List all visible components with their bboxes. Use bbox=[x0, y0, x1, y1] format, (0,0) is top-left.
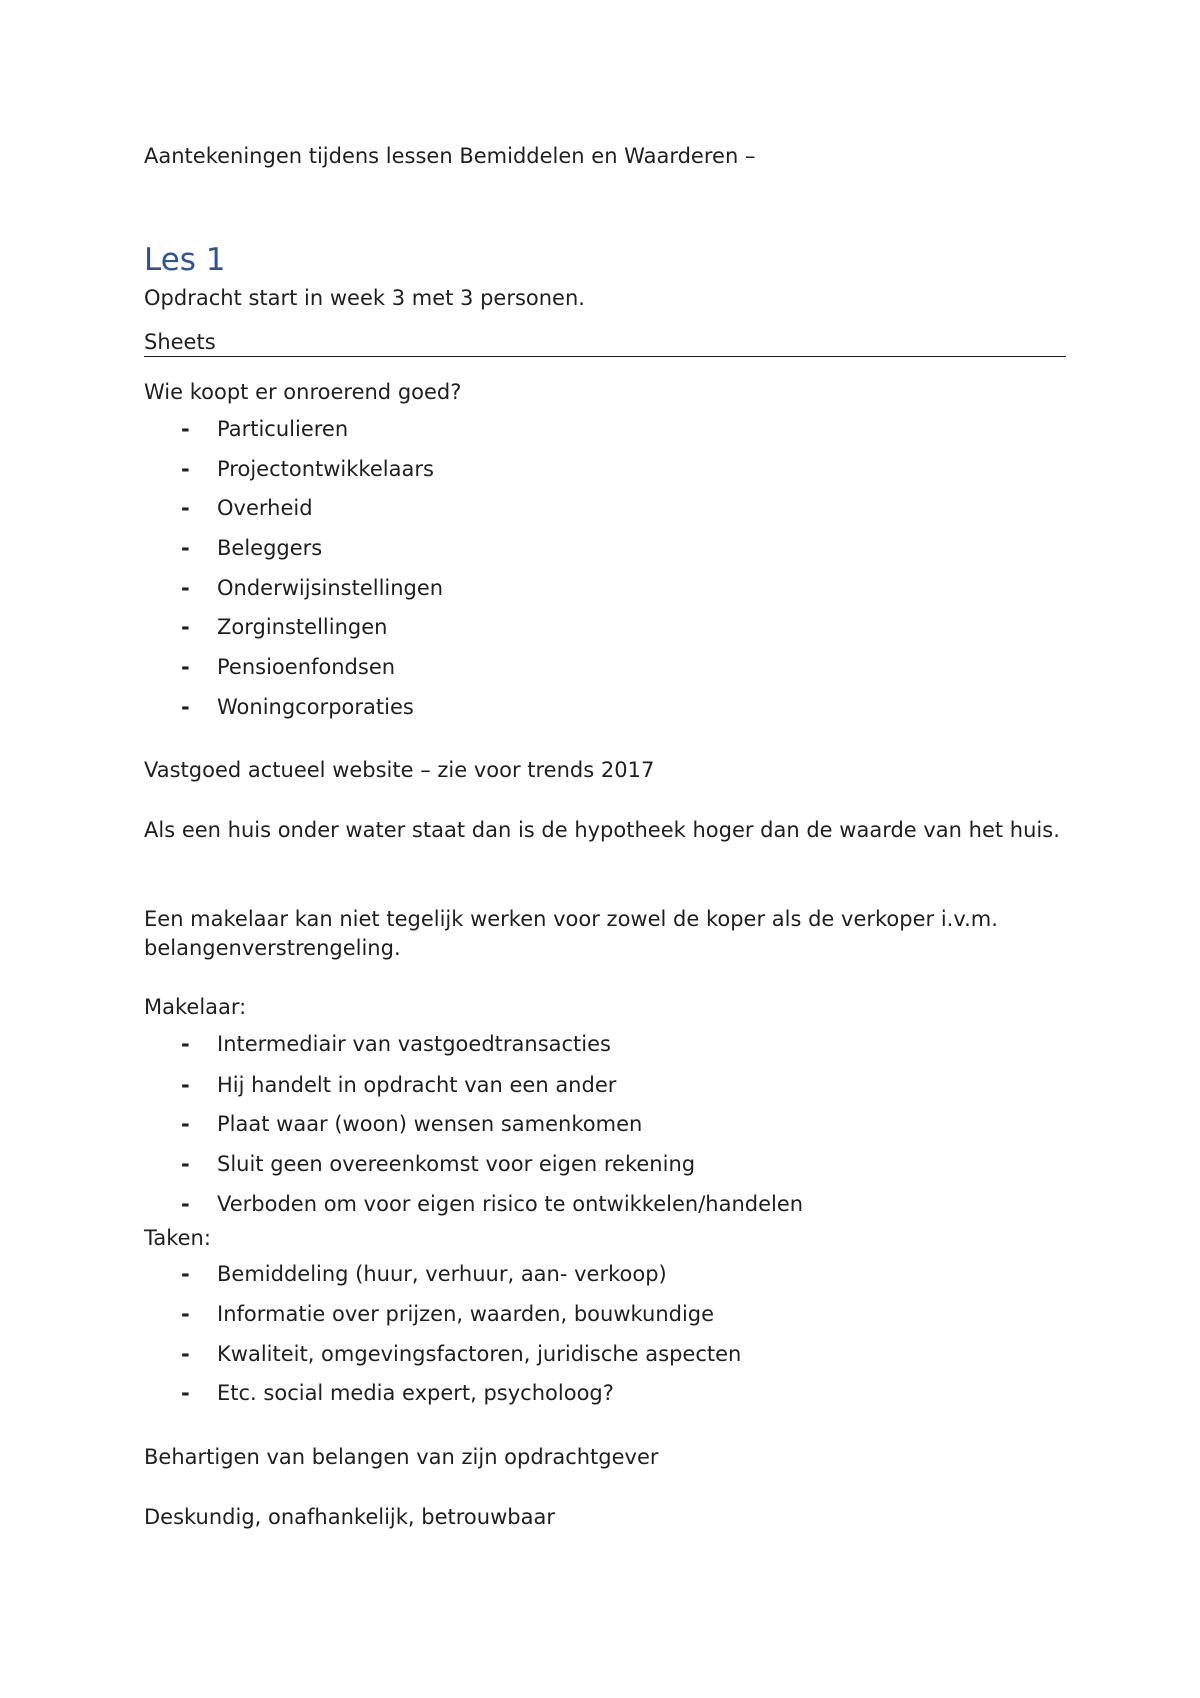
dash-bullet: - bbox=[181, 1262, 190, 1286]
dash-bullet: - bbox=[181, 576, 190, 600]
dash-bullet: - bbox=[181, 417, 190, 441]
interests-note: Behartigen van belangen van zijn opdrachtgever bbox=[144, 1445, 659, 1469]
dash-bullet: - bbox=[181, 1381, 190, 1405]
taken-label: Taken: bbox=[144, 1226, 211, 1250]
dash-bullet: - bbox=[181, 1112, 190, 1136]
intro-text: Aantekeningen tijdens lessen Bemiddelen en Waarderen – bbox=[144, 144, 756, 168]
sheets-label: Sheets bbox=[144, 330, 216, 354]
dash-bullet: - bbox=[181, 655, 190, 679]
lesson-heading: Les 1 bbox=[144, 242, 226, 278]
dash-bullet: - bbox=[181, 1192, 190, 1216]
dash-bullet: - bbox=[181, 457, 190, 481]
dash-bullet: - bbox=[181, 615, 190, 639]
website-note: Vastgoed actueel website – zie voor trends 2017 bbox=[144, 758, 655, 782]
underwater-note: Als een huis onder water staat dan is de hypotheek hoger dan de waarde van het huis. bbox=[144, 818, 1060, 842]
assignment-text: Opdracht start in week 3 met 3 personen. bbox=[144, 286, 585, 310]
conflict-note: Een makelaar kan niet tegelijk werken voor zowel de koper als de verkoper i.v.m. belangenverstrengeling. bbox=[144, 907, 998, 960]
dash-bullet: - bbox=[181, 1032, 190, 1056]
qualities-note: Deskundig, onafhankelijk, betrouwbaar bbox=[144, 1505, 555, 1529]
dash-bullet: - bbox=[181, 695, 190, 719]
document-page: Aantekeningen tijdens lessen Bemiddelen en Waarderen – Les 1 Opdracht start in week 3 met 3 personen. Sheets Wie koopt er onroerend goed? - Particulieren - Projectontwikkelaars - Overheid - Beleggers - Onderwijsinstellingen - Zorginstellingen - Pensioenfondsen - Woningcorporaties Vastgoed actueel website – zie voor trends 2017 Als een huis onder water staat dan is de hypotheek hoger dan de waarde van het huis. Een makelaar kan niet tegelijk werken voor zowel de koper als de verkoper i.v.m. belangenverstrengeling. Makelaar: - Intermediair van vastgoedtransacties - Hij handelt in opdracht van een ander - Plaat waar (woon) wensen samenkomen - Sluit geen overeenkomst voor eigen rekening - Verboden om voor eigen risico te ontwikkelen/handelen Taken: - Bemiddeling (huur, verhuur, aan- verkoop) - Informatie over prijzen, waarden, bouwkundige - Kwaliteit, omgevingsfactoren, juridische aspecten - Etc. social media expert, psycholoog? Behartigen van belangen van zijn opdrachtgever Deskundig, onafhankelijk, betrouwbaar bbox=[0, 0, 1200, 1698]
dash-bullet: - bbox=[181, 496, 190, 520]
dash-bullet: - bbox=[181, 1073, 190, 1097]
makelaar-label: Makelaar: bbox=[144, 995, 247, 1019]
dash-bullet: - bbox=[181, 536, 190, 560]
dash-bullet: - bbox=[181, 1152, 190, 1176]
sheets-divider bbox=[144, 356, 1066, 357]
who-buys-question: Wie koopt er onroerend goed? bbox=[144, 380, 462, 404]
dash-bullet: - bbox=[181, 1342, 190, 1366]
dash-bullet: - bbox=[181, 1302, 190, 1326]
